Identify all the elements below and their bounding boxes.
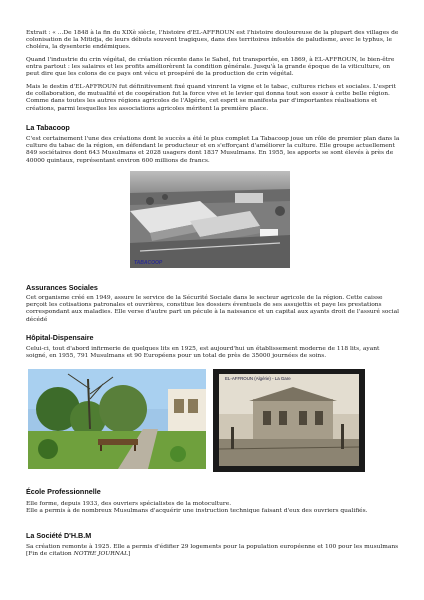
garden-photo bbox=[28, 369, 206, 469]
tabacoop-photo bbox=[130, 171, 290, 268]
hospital-garden-image bbox=[28, 369, 206, 469]
intro-paragraph: Extrait : « ...De 1848 à la fin du XIXè siècle, l'histoire d'EL-AFFROUN est l'histoire douloureuse de la plupart des villages de colonisation de la Mitidja, de leurs débuts souvent tragiques, dans des territoires infestés de paludisme, avec le typhus, le choléra, la dysenterie endémiques. bbox=[26, 30, 399, 51]
hbm-text-end: ] bbox=[128, 551, 131, 558]
tabacoop-aerial-image bbox=[130, 171, 290, 268]
ecole-heading: École Professionnelle bbox=[26, 487, 101, 496]
tabacoop-text: C'est certainement l'une des créations dont le succès a été le plus complet La Tabacoop joue un rôle de premier plan dans la culture du tabac de la région, en défendant le producteur et en s'efforçant d'améliorer la culture. Elle groupe actuellement 849 sociétaires dont 643 Musulmans et 2028 usagers dont 1837 Musulmans. En 1955, les apports se sont élevés à près de 40000 quintaux, représentant environ 600 millions de francs. bbox=[26, 136, 400, 164]
el-affroun-station-image bbox=[213, 369, 365, 472]
station-photo bbox=[213, 369, 365, 472]
assurances-heading: Assurances Sociales bbox=[26, 283, 98, 292]
crin-vegetal-paragraph: Quand l'industrie du crin végétal, de création récente dans le Sahel, fut transportée, en 1869, à EL-AFFROUN, le bien-être entra partout : les salaires et les profits améliorèrent la condition générale. Jusqu'à la grande époque de la viticulture, on peut dire que les colons de ce pays ont vécu et prospéré de la production de crin végétal. bbox=[26, 57, 395, 78]
assurances-text: Cet organisme créé en 1949, assure le service de la Sécurité Sociale dans le secteur agricole de la région. Cette caisse perçoit les cotisations patronales et ouvrières, constitue les dossiers éventuels de ses assujettis et paye les prestations correspondant aux maladies. Elle verse d'autre part un pécule à la naissance et un capital aux ayants droit de l'assuré social décédé bbox=[26, 295, 399, 323]
station-photo-caption: EL-AFFROUN (Algérie) - La Gare bbox=[225, 376, 291, 381]
tabacoop-photo-caption: TABACOOP bbox=[134, 260, 163, 266]
hbm-heading: La Société D'H.B.M bbox=[26, 531, 92, 540]
hopital-text: Celui-ci, tout d'abord infirmerie de quelques lits en 1925, est aujourd'hui un établissement moderne de 118 lits, ayant soigné, en 1955, 791 Musulmans et 90 Européens pour un total de près de 35000 journées de soins. bbox=[26, 346, 380, 360]
hopital-heading: Hôpital-Dispensaire bbox=[26, 333, 94, 342]
hbm-text-main: Sa création remonte à 1925. Elle a permis d'édifier 29 logements pour la population européenne et 100 pour les musulmans [Fin de citation bbox=[26, 544, 399, 558]
hbm-source: NOTRE JOURNAL bbox=[73, 551, 129, 558]
tabacoop-heading: La Tabacoop bbox=[26, 123, 70, 132]
vigne-tabac-paragraph: Mais le destin d'EL-AFFROUN fut définitivement fixé quand vinrent la vigne et le tabac, cultures riches et sociales. L'esprit de collaboration, de mutualité et de coopération fut la force vive et le levier qui donna tout son essor à cette belle région. Comme dans toutes les autres régions agricoles de l'Algérie, cet esprit se manifesta par d'importantes réalisations et créations, parmi lesquelles les associations agricoles méritent la première place. bbox=[26, 84, 396, 112]
ecole-text: Elle forme, depuis 1933, des ouvriers spécialistes de la motoculture. Elle a permis à de nombreux Musulmans d'acquérir une instruction technique faisant d'eux des ouvriers qualifiés. bbox=[26, 501, 368, 515]
hbm-text bbox=[26, 544, 400, 558]
